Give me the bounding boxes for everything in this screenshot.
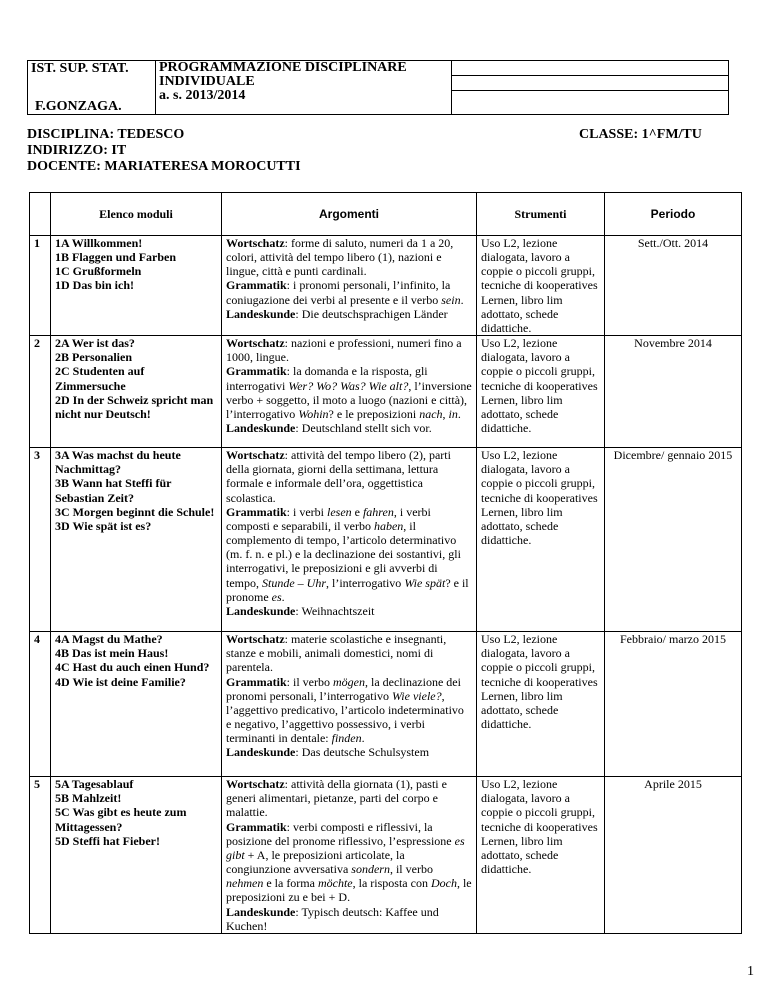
grammatik-text: e la forma xyxy=(263,876,318,891)
module-item: 3A Was machst du heute Nachmittag? xyxy=(55,448,181,477)
landeskunde-text: : Die deutschsprachigen Länder xyxy=(295,306,448,321)
grammatik-text: , l’interrogativo xyxy=(326,575,405,590)
period-cell: Novembre 2014 xyxy=(605,336,742,448)
grammatik-text: : i pronomi personali, l’infinito, la coniugazione dei verbi al presente e il verbo xyxy=(226,278,451,307)
grammatik-text: . xyxy=(457,406,461,421)
grammatik-term: nehmen xyxy=(226,876,264,891)
grammatik-label: Grammatik xyxy=(226,278,287,293)
period-cell: Febbraio/ marzo 2015 xyxy=(605,632,742,777)
blank-cell xyxy=(452,61,729,115)
topics-cell xyxy=(222,236,477,336)
grammatik-term: mögen xyxy=(332,674,365,689)
grammatik-term: es gibt xyxy=(226,833,465,862)
landeskunde-text: : Weihnachtszeit xyxy=(295,603,375,618)
module-item: 4A Magst du Mathe? xyxy=(55,632,163,647)
landeskunde-text: : Deutschland stellt sich vor. xyxy=(295,421,432,436)
topics-cell xyxy=(222,448,477,632)
wortschatz-label: Wortschatz xyxy=(226,777,285,792)
topics-cell xyxy=(222,336,477,448)
grammatik-text: : il verbo xyxy=(286,674,333,689)
landeskunde-text: : Typisch deutsch: Kaffee und Kuchen! xyxy=(226,904,439,933)
discipline-label: DISCIPLINA: TEDESCO xyxy=(27,127,185,142)
module-item: 5B Mahlzeit! xyxy=(55,791,122,806)
grammatik-text: , il complemento di tempo, l’articolo determinativo (m. f. n. e pl.) e la declinazione dei sostantivi, gli interrogativi, le preposizioni e gli avverbi di tempo, xyxy=(226,518,461,590)
wortschatz-label: Wortschatz xyxy=(226,448,285,463)
landeskunde-text: : Das deutsche Schulsystem xyxy=(295,745,430,760)
row-number: 3 xyxy=(30,448,51,632)
module-item: 2A Wer ist das? xyxy=(55,336,135,351)
module-item: 4B Das ist mein Haus! xyxy=(55,646,169,661)
grammatik-text: , i verbi composti e separabili, il verbo xyxy=(226,504,431,533)
title-line2: INDIVIDUALE xyxy=(159,74,255,89)
table-header-row xyxy=(30,193,742,236)
topics-cell xyxy=(222,632,477,777)
header-table xyxy=(27,60,729,115)
table-row xyxy=(30,448,742,632)
header-argomenti: Argomenti xyxy=(222,193,477,236)
school-line2: F.GONZAGA. xyxy=(35,99,122,114)
grammatik-text: ? e il pronome xyxy=(226,575,469,604)
grammatik-term: es xyxy=(271,589,282,604)
grammatik-term: Wer? Wo? Was? Wie alt? xyxy=(288,378,409,393)
wortschatz-text: : nazioni e professioni, numeri fino a 1000, lingue. xyxy=(226,336,462,365)
grammatik-term: Stunde – Uhr xyxy=(262,575,326,590)
module-item: 1B Flaggen und Farben xyxy=(55,250,177,265)
tools-cell: Uso L2, lezione dialogata, lavoro a coppie o piccoli gruppi, tecniche di kooperatives Lernen, libro lim adottato, schede didattiche. xyxy=(477,632,605,777)
wortschatz-label: Wortschatz xyxy=(226,236,285,250)
grammatik-text: ? e le preposizioni xyxy=(328,406,420,421)
header-moduli: Elenco moduli xyxy=(51,193,222,236)
modules-cell xyxy=(51,236,222,336)
row-number: 4 xyxy=(30,632,51,777)
grammatik-text: : verbi composti e riflessivi, la posizione del pronome riflessivo, l’espressione xyxy=(226,819,455,848)
grammatik-text: . xyxy=(361,731,365,746)
grammatik-text: . xyxy=(281,589,285,604)
row-number: 5 xyxy=(30,777,51,934)
tools-cell: Uso L2, lezione dialogata, lavoro a coppie o piccoli gruppi, tecniche di kooperatives Lernen, libro lim adottato, schede didattiche. xyxy=(477,448,605,632)
class-label: CLASSE: 1^FM/TU xyxy=(579,127,702,142)
title-line1: PROGRAMMAZIONE DISCIPLINARE xyxy=(159,60,407,75)
header-strumenti: Strumenti xyxy=(477,193,605,236)
table-row xyxy=(30,777,742,934)
grammatik-term: fahren xyxy=(362,504,394,519)
grammatik-term: Wie viele? xyxy=(391,688,442,703)
grammatik-text: , l’inversione verbo + soggetto, il moto a luogo (nazioni e città), l’interrogativo xyxy=(226,378,472,421)
grammatik-text: : i verbi xyxy=(286,504,327,519)
page-number: 1 xyxy=(747,964,754,979)
wortschatz-label: Wortschatz xyxy=(226,632,285,647)
grammatik-term: nach xyxy=(419,406,443,421)
header-periodo: Periodo xyxy=(605,193,742,236)
grammatik-term: lesen xyxy=(326,504,352,519)
grammatik-text: e xyxy=(351,504,363,519)
row-number: 1 xyxy=(30,236,51,336)
title-cell xyxy=(156,61,452,115)
modules-table xyxy=(29,192,742,934)
modules-cell xyxy=(51,777,222,934)
grammatik-text: . xyxy=(460,292,464,307)
landeskunde-label: Landeskunde xyxy=(226,603,296,618)
wortschatz-text: : materie scolastiche e insegnanti, stanze e mobili, animali domestici, nomi di parentela. xyxy=(226,632,447,675)
table-row xyxy=(30,632,742,777)
tools-cell: Uso L2, lezione dialogata, lavoro a coppie o piccoli gruppi, tecniche di kooperatives Lernen, libro lim adottato, schede didattiche. xyxy=(477,236,605,336)
grammatik-text: , il verbo xyxy=(389,862,433,877)
header-num xyxy=(30,193,51,236)
module-item: 2D In der Schweiz spricht man nicht nur Deutsch! xyxy=(55,392,214,421)
grammatik-text: , l’aggettivo predicativo, l’articolo indeterminativo e negativo, l’aggettivo possessivo, i verbi terminanti in dentale: xyxy=(226,688,464,746)
wortschatz-text: : attività della giornata (1), pasti e generi alimentari, pietanze, parti del corpo e malattie. xyxy=(226,777,447,820)
grammatik-text: : la domanda e la risposta, gli interrogativi xyxy=(226,364,428,393)
module-item: 1A Willkommen! xyxy=(55,236,143,250)
grammatik-term: haben xyxy=(373,518,404,533)
module-item: 5C Was gibt es heute zum Mittagessen? xyxy=(55,805,187,834)
period-cell: Sett./Ott. 2014 xyxy=(605,236,742,336)
module-item: 4C Hast du auch einen Hund? xyxy=(55,660,210,675)
table-row xyxy=(30,336,742,448)
landeskunde-label: Landeskunde xyxy=(226,745,296,760)
grammatik-text: , la declinazione dei pronomi personali, l’interrogativo xyxy=(226,674,461,703)
modules-cell xyxy=(51,336,222,448)
period-cell: Dicembre/ gennaio 2015 xyxy=(605,448,742,632)
grammatik-term: Doch xyxy=(430,876,457,891)
grammatik-text: + A, le preposizioni articolate, la congiunzione avversativa xyxy=(226,847,405,877)
tools-cell: Uso L2, lezione dialogata, lavoro a coppie o piccoli gruppi, tecniche di kooperatives Lernen, libro lim adottato, schede didattiche. xyxy=(477,336,605,448)
period-cell: Aprile 2015 xyxy=(605,777,742,934)
teacher-label: DOCENTE: MARIATERESA MOROCUTTI xyxy=(27,159,301,174)
grammatik-term: finden xyxy=(331,731,362,746)
grammatik-text: , la risposta con xyxy=(352,876,431,891)
grammatik-term: Wohin xyxy=(298,406,329,421)
school-cell xyxy=(28,61,156,115)
landeskunde-label: Landeskunde xyxy=(226,904,296,919)
module-item: 1D Das bin ich! xyxy=(55,278,135,293)
wortschatz-label: Wortschatz xyxy=(226,336,285,351)
wortschatz-text: : forme di saluto, numeri da 1 a 20, colori, attività del tempo libero (1), nazioni e lingue, città e punti cardinali. xyxy=(226,236,454,279)
module-item: 3C Morgen beginnt die Schule! xyxy=(55,504,215,519)
tools-cell: Uso L2, lezione dialogata, lavoro a coppie o piccoli gruppi, tecniche di kooperatives Lernen, libro lim adottato, schede didattiche. xyxy=(477,777,605,934)
modules-cell xyxy=(51,632,222,777)
row-number: 2 xyxy=(30,336,51,448)
module-item: 2B Personalien xyxy=(55,350,132,365)
module-item: 5D Steffi hat Fieber! xyxy=(55,833,160,848)
grammatik-text: , le preposizioni zu e bei + D. xyxy=(226,876,472,905)
wortschatz-text: : attività del tempo libero (2), parti della giornata, giorni della settimana, lettura formale e informale dell’ora, oggettistica scolastica. xyxy=(226,448,451,505)
address-label: INDIRIZZO: IT xyxy=(27,143,127,158)
grammatik-label: Grammatik xyxy=(226,504,287,519)
grammatik-label: Grammatik xyxy=(226,674,287,689)
module-item: 3D Wie spät ist es? xyxy=(55,518,152,533)
module-item: 5A Tagesablauf xyxy=(55,777,134,792)
school-line1: IST. SUP. STAT. xyxy=(31,61,129,76)
topics-cell xyxy=(222,777,477,934)
modules-cell xyxy=(51,448,222,632)
table-row xyxy=(30,236,742,336)
landeskunde-label: Landeskunde xyxy=(226,306,296,321)
grammatik-term: sondern xyxy=(351,862,390,877)
grammatik-label: Grammatik xyxy=(226,364,287,379)
module-item: 2C Studenten auf Zimmersuche xyxy=(55,364,145,393)
grammatik-label: Grammatik xyxy=(226,819,287,834)
grammatik-term: Wie spät xyxy=(404,575,446,590)
grammatik-term: in xyxy=(448,406,458,421)
module-item: 3B Wann hat Steffi für Sebastian Zeit? xyxy=(55,476,172,505)
title-line3: a. s. 2013/2014 xyxy=(159,88,246,103)
module-item: 1C Grußformeln xyxy=(55,264,142,279)
grammatik-term: sein xyxy=(441,292,461,307)
grammatik-term: möchte xyxy=(317,876,353,891)
module-item: 4D Wie ist deine Familie? xyxy=(55,674,186,689)
landeskunde-label: Landeskunde xyxy=(226,421,296,436)
grammatik-text: , xyxy=(442,406,449,421)
